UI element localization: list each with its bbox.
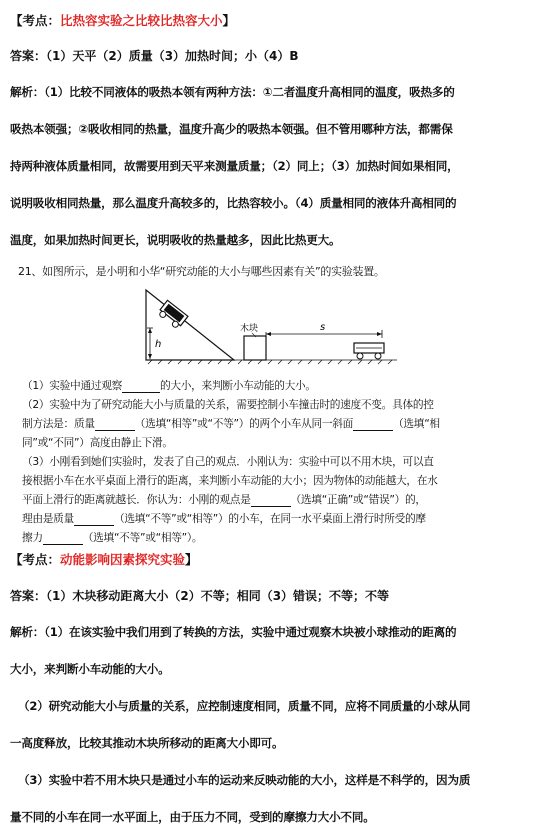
question-text: （选填“不等”或“相等”）的小车，在同一水平桌面上滑行时所受的摩 <box>113 512 426 525</box>
tag-open: 【考点： <box>10 13 61 28</box>
cart-on-ramp <box>157 300 188 329</box>
question-text: 制方法是：质量 <box>22 417 95 430</box>
tag-title: 比热容实验之比较比热容大小 <box>60 13 223 28</box>
tag-close: 】 <box>222 13 236 28</box>
analysis-line: 解析：（1）比较不同液体的吸热本领有两种方法：①二者温度升高相同的温度，吸热多的 <box>10 85 455 99</box>
analysis-line: 一高度释放，比较其推动木块所移动的距离大小即可。 <box>10 736 284 750</box>
experiment-figure <box>142 284 402 372</box>
tag-close: 】 <box>185 552 198 567</box>
question-item-line <box>22 416 440 431</box>
topic-tag-2 <box>10 550 198 568</box>
answer-blank[interactable] <box>251 493 291 507</box>
question-item-line <box>22 397 434 412</box>
question-text: 理由是质量 <box>22 512 74 525</box>
question-text: （选填“相等”或“不等”）的两个小车从同一斜面 <box>134 417 354 430</box>
question-item-line <box>22 511 426 526</box>
question-text: 接根据小车在水平桌面上滑行的距离，来判断小车动能的大小；因为物体的动能越大，在水 <box>22 474 438 487</box>
analysis-line: （3）实验中若不用木块只是通过小车的运动来反映动能的大小，这样是不科学的，因为质 <box>18 773 471 787</box>
answer-blank[interactable] <box>122 379 160 393</box>
ground-hatch <box>146 360 397 364</box>
question-text: （2）实验中为了研究动能大小与质量的关系，需要控制小车撞击时的速度不变。具体的控 <box>22 398 434 411</box>
answer-2: 答案：（1）木块移动距离大小（2）不等；相同（3）错误；不等；不等 <box>10 589 390 603</box>
question-text: （选填“不等”或“相等”）。 <box>82 531 203 544</box>
tag-title: 动能影响因素探究实验 <box>60 552 186 567</box>
analysis-line: 说明吸收相同热量，那么温度升高较多的，比热容较小。（4）质量相同的液体升高相同的 <box>10 196 457 210</box>
analysis-line: 量不同的小车在同一水平面上，由于压力不同，受到的摩擦力大小不同。 <box>10 810 375 824</box>
wooden-block <box>244 336 266 360</box>
question-text: 平面上滑行的距离就越长．你认为：小刚的观点是 <box>22 493 251 506</box>
question-text: （选填“正确”或“错误”）的， <box>290 493 426 506</box>
question-text: 同”或“不同”）高度由静止下滑。 <box>22 436 173 449</box>
block-label: 木块 <box>240 324 259 334</box>
height-marker <box>147 328 153 359</box>
question-text: （3）小刚看到她们实验时，发表了自己的观点．小刚认为：实验中可以不用木块，可以直 <box>22 455 434 468</box>
analysis-line: 大小，来判断小车动能的大小。 <box>10 662 170 676</box>
question-text: 擦力 <box>22 531 43 544</box>
analysis-line: 持两种液体质量相同，故需要用到天平来测量质量；（2）同上；（3）加热时间如果相同， <box>10 159 459 173</box>
question-item-line <box>22 454 434 469</box>
question-stem: 21、如图所示，是小明和小华“研究动能的大小与哪些因素有关”的实验装置。 <box>18 265 385 278</box>
question-item-line <box>22 473 438 488</box>
tag-open: 【考点： <box>10 552 61 567</box>
analysis-line: 解析：（1）在该实验中我们用到了转换的方法，实验中通过观察木块被小球推动的距离的 <box>10 625 457 639</box>
question-item-line <box>22 492 426 507</box>
question-item-line <box>22 435 173 450</box>
answer-blank[interactable] <box>353 417 393 431</box>
answer-blank[interactable] <box>74 512 114 526</box>
answer-1: 答案：（1）天平（2）质量（3）加热时间；小（4）B <box>10 49 299 63</box>
analysis-line: 温度，如果加热时间更长，说明吸收的热量越多，因此比热更大。 <box>10 233 341 247</box>
question-item-line <box>22 378 316 393</box>
topic-tag-1 <box>10 11 235 29</box>
analysis-line: 吸热本领强；②吸收相同的热量，温度升高少的吸热本领强。但不管用哪种方法，都需保 <box>10 122 453 136</box>
question-text: （1）实验中通过观察 <box>22 379 122 392</box>
h-label: h <box>155 339 162 350</box>
analysis-line: （2）研究动能大小与质量的关系，应控制速度相同，质量不同，应将不同质量的小球从同 <box>18 699 471 713</box>
question-item-line <box>22 530 202 545</box>
question-text: （选填“相 <box>393 417 440 430</box>
s-label: s <box>320 322 326 333</box>
question-text: 的大小，来判断小车动能的大小。 <box>160 379 316 392</box>
answer-blank[interactable] <box>43 531 83 545</box>
answer-blank[interactable] <box>95 417 135 431</box>
